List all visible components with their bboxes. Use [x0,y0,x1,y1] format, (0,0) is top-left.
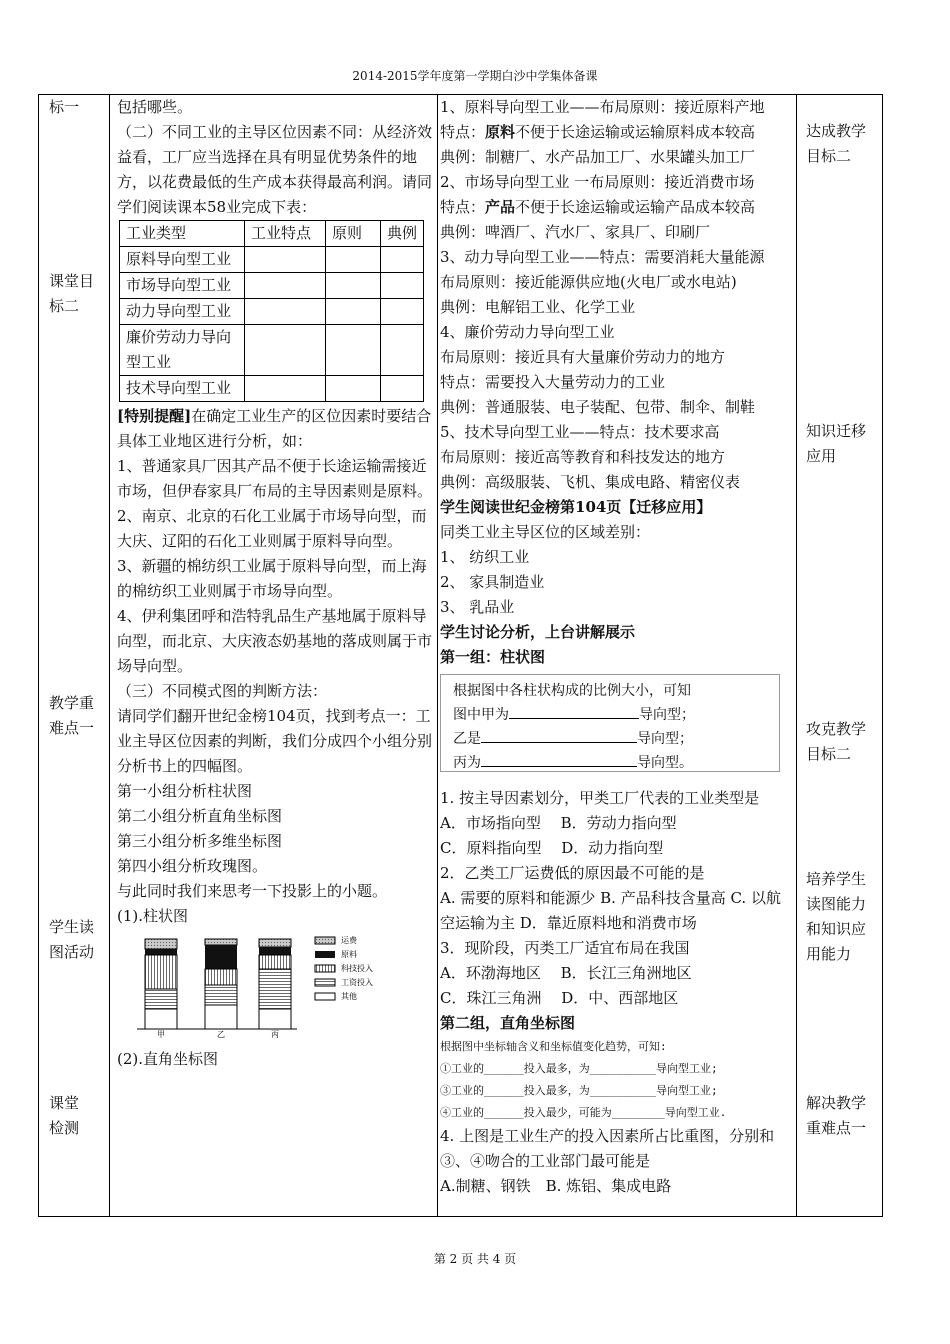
svg-text:科技投入: 科技投入 [341,964,373,973]
svg-text:原料: 原料 [341,950,357,959]
design-intent: 解决教学 重难点一 [806,1094,867,1137]
svg-text:其他: 其他 [341,992,357,1001]
x-tick-label: 甲 [157,1030,165,1039]
bar-chart-exercise-figure: 根据图中各柱状构成的比例大小，可知 图中甲为 导向型； 乙是 导向型； 丙为 导向型。 [440,674,780,772]
table-row: 动力导向型工业 [120,299,424,325]
stage-label: 标一 [49,98,80,116]
stage-label: 学生读 图活动 [49,918,95,961]
stage-label: 教学重 难点一 [49,694,95,737]
x-tick-label: 乙 [217,1030,225,1039]
chart-legend [315,935,373,1001]
design-intent: 培养学生 读图能力 和知识应 用能力 [806,870,867,963]
teaching-content: 包括哪些。 （二）不同工业的主导区位因素不同：从经济效益看，工厂应当选择在具有明显优势条件的地方，以花费最低的生产成本获得最高利润。请同学们阅读课本58业完成下表： 工业类型 工业特点 原则 典例 原料导向型工业 市场导向型工业 动力导向型工业 廉价劳动力导向型工业 技术导向型工业 [特别提醒]在确定工业生产的区位因素时要结合具体工业地区进行分析，如： 1、普通家具厂因其产品不便于长途运输需接近市场，但伊春家具厂布局的主导因素则是原料。 2、南京、北京的石化工业属于市场导向型，而大庆、辽阳的石化工业则属于原料导向型。 3、新疆的棉纺织工业属于原料导向型，而上海的棉纺织工业则属于市场导向型。 4、伊利集团呼和浩特乳品生产基地属于原料导向型，而北京、大庆液态奶基地的落成则属于市场导向型。 （三）不同模式图的判断方法： 请同学们翻开世纪金榜104页，找到考点一：工业主导区位因素的判断，我们分成四个小组分别分析书上的四幅图。 第一小组分析柱状图 第二小组分析直角坐标图 第三小组分析多维坐标图 第四小组分析玫瑰图。 与此同时我们来思考一下投影上的小题。 (1).柱状图 甲 乙 丙 运费 原料 科技投入 工资投入 其他 (2).直角坐标图 [117,95,435,1072]
bar-yi [205,939,237,1029]
page-header: 2014-2015学年度第一学期白沙中学集体备课 [352,69,598,83]
column-divider [796,95,797,1216]
page-footer: 第 2 页 共 4 页 [433,1252,517,1266]
svg-text:运费: 运费 [341,936,357,945]
stacked-bar-chart [117,929,417,1039]
table-row: 市场导向型工业 [120,273,424,299]
column-divider [437,95,438,1216]
design-intent: 知识迁移 应用 [806,422,867,465]
lesson-plan-table [38,94,883,1217]
svg-text:工资投入: 工资投入 [341,978,373,987]
special-reminder: [特别提醒]在确定工业生产的区位因素时要结合具体工业地区进行分析，如： [117,407,432,450]
industry-type-table [119,220,424,402]
student-activity: 1、原料导向型工业——布局原则：接近原料产地 特点：原料不便于长途运输或运输原料成本较高 典例：制糖厂、水产品加工厂、水果罐头加工厂 2、市场导向型工业 一布局原则：接近消费市场 特点：产品不便于长途运输或运输产品成本较高 典例：啤酒厂、汽水厂、家具厂、印刷厂 3、动力导向型工业——特点：需要消耗大量能源 布局原则：接近能源供应地(火电厂或水电站) 典例：电解铝工业、化学工业 4、廉价劳动力导向型工业 布局原则：接近具有大量廉价劳动力的地方 特点：需要投入大量劳动力的工业 典例：普通服装、电子装配、包带、制伞、制鞋 5、技术导向型工业——特点：技术要求高 布局原则：接近高等教育和科技发达的地方 典例：高级服装、飞机、集成电路、精密仪表 学生阅读世纪金榜第104页【迁移应用】 同类工业主导区位的区域差别： 1、 纺织工业 2、 家具制造业 3、 乳品业 学生讨论分析，上台讲解展示 第一组：柱状图 根据图中各柱状构成的比例大小，可知 图中甲为 导向型； 乙是 导向型； 丙为 导向型。 1. 按主导因素划分，甲类工厂代表的工业类型是 A．市场指向型 B．劳动力指向型 C．原料指向型 D．动力指向型 2．乙类工厂运费低的原因最不可能的是 A. 需要的原料和能源少 B. 产品科技含量高 C. 以航空运输为主 D．靠近原料地和消费市场 3．现阶段，丙类工厂适宜布局在我国 A．环渤海地区 B．长江三角洲地区 C．珠江三角洲 D．中、西部地区 第二组，直角坐标图 根据图中坐标轴含义和坐标值变化趋势，可知: ①工业的______投入最多，为__________导向型工业; ③工业的______投入最多，为__________导向型工业; ④工业的______投入最少，可能为________导向型工业. 4. 上图是工业生产的投入因素所占比重图，分别和③、④吻合的工业部门最可能是 A.制糖、钢铁 B. 炼铝、集成电路 [440,95,792,1199]
x-tick-label: 丙 [271,1030,279,1039]
design-intent: 攻克教学 目标二 [806,720,867,763]
column-divider [109,95,110,1216]
stage-label: 课堂 检测 [49,1094,80,1137]
table-row: 原料导向型工业 [120,247,424,273]
table-row: 技术导向型工业 [120,376,424,402]
coordinate-exercise-figure: 根据图中坐标轴含义和坐标值变化趋势，可知: ①工业的______投入最多，为__________导向型工业; ③工业的______投入最多，为__________导向型工业; ④工业的______投入最少，可能为________导向型工业. [440,1040,727,1119]
stage-label: 课堂目 标二 [49,272,95,315]
bar-bing [259,939,291,1029]
bar-jia [145,939,177,1029]
design-intent: 达成教学 目标二 [806,122,867,165]
table-row: 廉价劳动力导向型工业 [120,325,424,376]
table-header-row: 工业类型 工业特点 原则 典例 [120,221,424,247]
